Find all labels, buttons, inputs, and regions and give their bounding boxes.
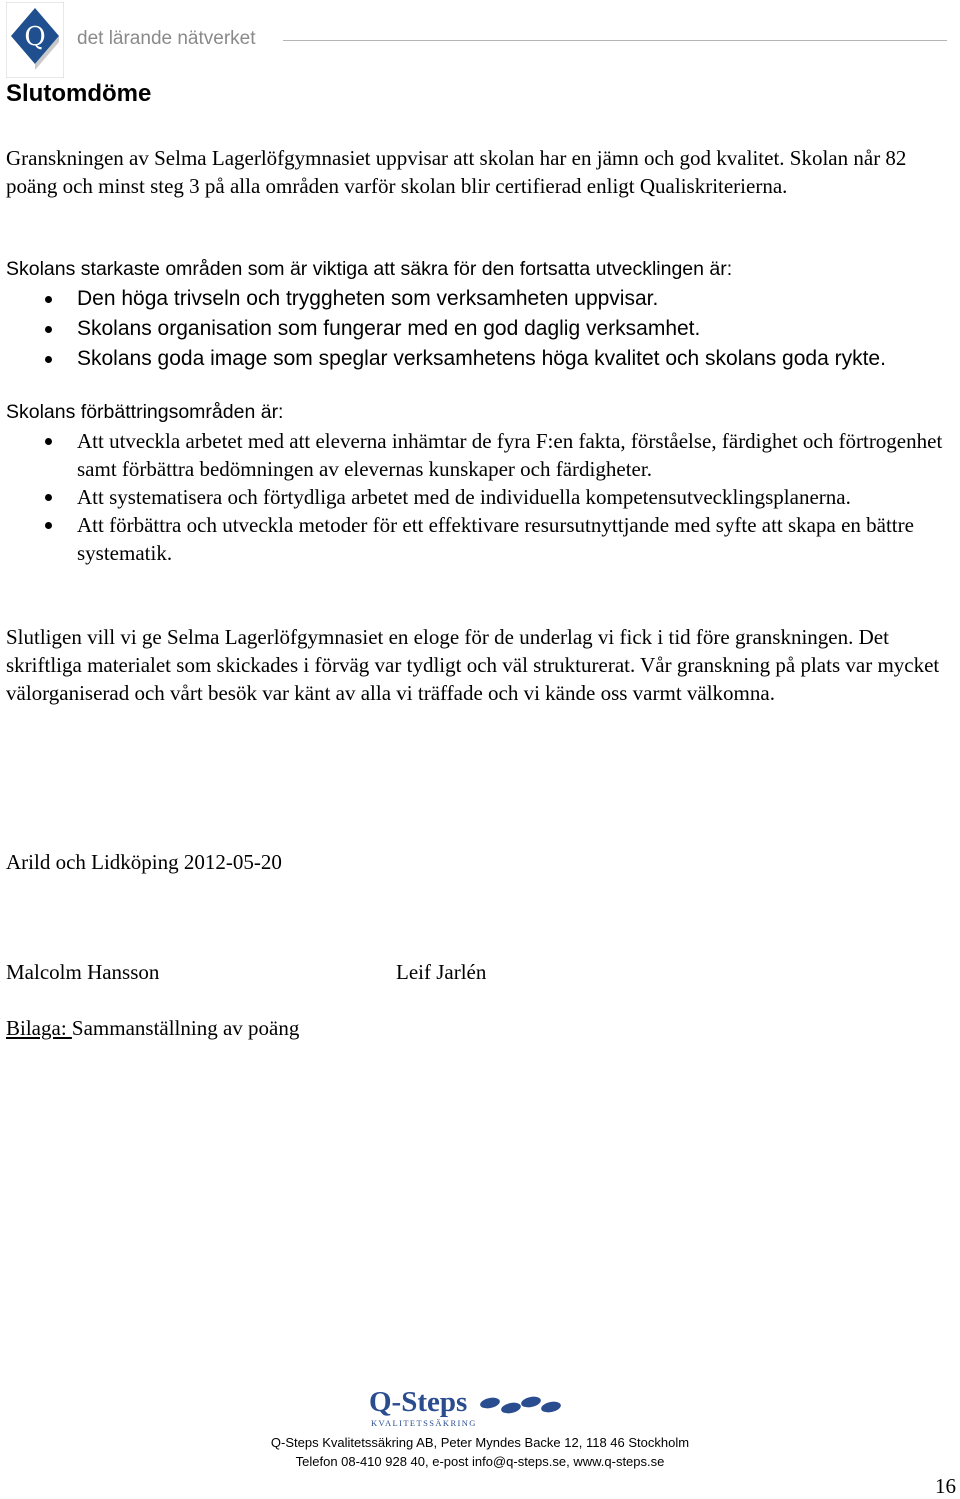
- svg-text:KVALITETSSÄKRING: KVALITETSSÄKRING: [371, 1418, 477, 1428]
- header-divider: [283, 40, 947, 41]
- signatory-2: Leif Jarlén: [396, 960, 487, 984]
- intro-paragraph: Granskningen av Selma Lagerlöfgymnasiet uppvisar att skolan har en jämn och god kvalitet. Skolan når 82 poäng och minst steg 3 på alla områden varför skolan blir certifierad enligt Qualiskriterierna.: [6, 146, 907, 198]
- list-item: Att förbättra och utveckla metoder för ett effektivare resursutnyttjande med syfte att skapa en bättre systematik.: [0, 511, 955, 567]
- page-title: Slutomdöme: [6, 80, 152, 107]
- strengths-lead: Skolans starkaste områden som är viktiga att säkra för den fortsatta utvecklingen är:: [6, 258, 733, 280]
- svg-text:Q-Steps: Q-Steps: [369, 1386, 468, 1418]
- list-item: Skolans goda image som speglar verksamhetens höga kvalitet och skolans goda rykte.: [0, 344, 955, 374]
- svg-text:Q: Q: [24, 22, 46, 52]
- place-date: Arild och Lidköping 2012-05-20: [6, 850, 282, 874]
- list-item: Skolans organisation som fungerar med en god daglig verksamhet.: [0, 314, 955, 344]
- q-steps-logo-icon: [367, 1384, 567, 1430]
- improvements-lead: Skolans förbättringsområden är:: [6, 401, 284, 423]
- footer-address: Q-Steps Kvalitetssäkring AB, Peter Myndes Backe 12, 118 46 Stockholm: [270, 1435, 690, 1450]
- list-item: Att systematisera och förtydliga arbetet med de individuella kompetensutvecklingsplanerna.: [0, 483, 955, 511]
- q-diamond-logo-icon: [6, 2, 64, 78]
- footer-contact: Telefon 08-410 928 40, e-post info@q-steps.se, www.q-steps.se: [295, 1454, 665, 1469]
- list-item: Att utveckla arbetet med att eleverna inhämtar de fyra F:en fakta, förståelse, färdighet och förtrogenhet samt förbättra bedömningen av elevernas kunskaper och färdigheter.: [0, 427, 955, 483]
- list-item: Den höga trivseln och tryggheten som verksamheten uppvisar.: [0, 284, 955, 314]
- strengths-list: [0, 284, 955, 374]
- improvements-list: [0, 427, 955, 567]
- appendix-text: Sammanställning av poäng: [71, 1016, 300, 1040]
- appendix-label: Bilaga:: [6, 1016, 72, 1040]
- closing-paragraph: Slutligen vill vi ge Selma Lagerlöfgymnasiet en eloge för de underlag vi fick i tid före granskningen. Det skriftliga materialet som skickades i förväg var tydligt och väl strukturerat. Vår granskning på plats var mycket välorganiserad och vårt besök var känt av alla vi träffade och vi kände oss varmt välkomna.: [6, 625, 940, 705]
- appendix-note: [6, 1014, 954, 1042]
- page-number: 16: [935, 1474, 956, 1498]
- signatory-1: Malcolm Hansson: [6, 960, 160, 984]
- brand-name: det lärande nätverket: [77, 28, 256, 49]
- page-header: [0, 0, 960, 82]
